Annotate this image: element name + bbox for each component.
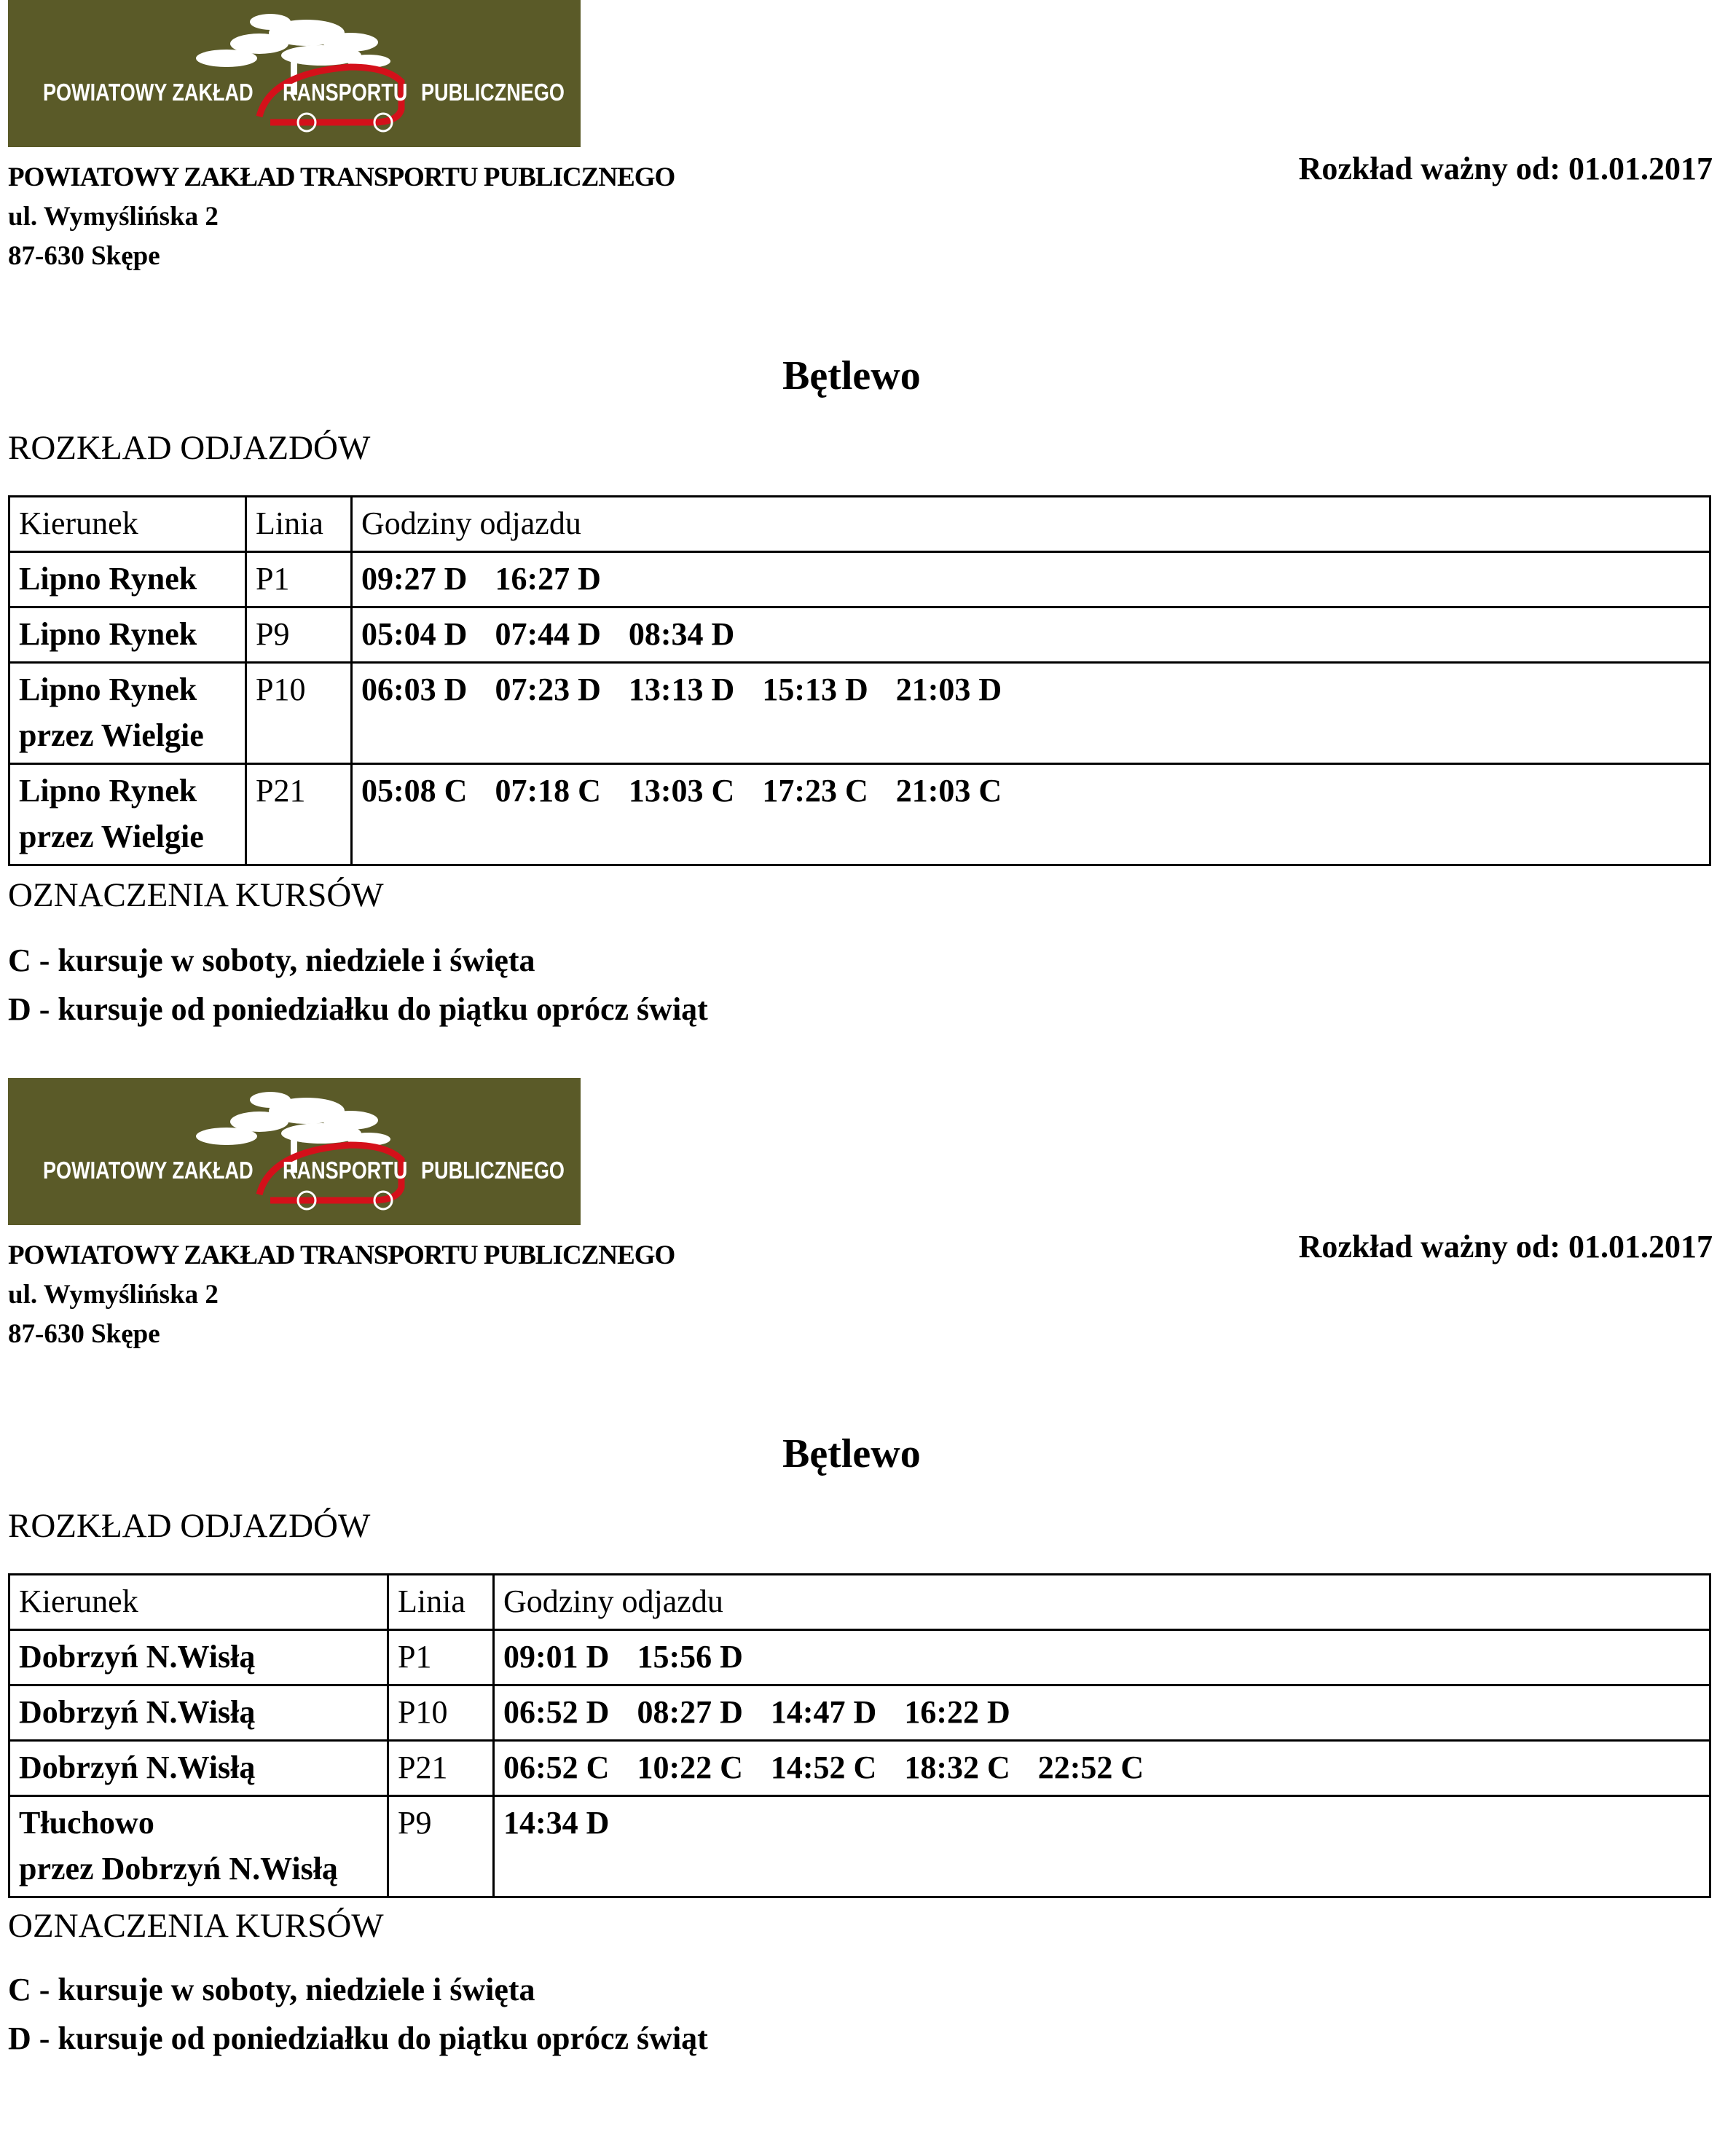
departure-time: 21:03 D — [895, 672, 1002, 707]
times-cell — [494, 1630, 1710, 1685]
tree-bus-logo-graphic — [8, 0, 581, 147]
line-cell: P1 — [246, 552, 352, 607]
legend-item-d: D - kursuje od poniedziałku do piątku oprócz świąt — [8, 2021, 708, 2056]
column-header-times: Godziny odjazdu — [494, 1575, 1710, 1630]
stop-name: Bętlewo — [782, 1431, 921, 1476]
table-header-row — [9, 497, 1710, 552]
logo-text-left: POWIATOWY ZAKŁAD — [43, 1157, 254, 1184]
table-row — [9, 1685, 1710, 1741]
column-header-line: Linia — [246, 497, 352, 552]
departure-time: 15:56 D — [637, 1639, 743, 1675]
direction-cell — [9, 663, 246, 764]
departure-time: 21:03 C — [895, 773, 1002, 808]
company-city: 87-630 Skępe — [8, 241, 160, 271]
times-cell — [494, 1796, 1710, 1897]
table-row — [9, 764, 1710, 865]
direction-cell — [9, 1630, 388, 1685]
departure-time: 07:18 C — [495, 773, 601, 808]
valid-from: Rozkład ważny od: 01.01.2017 — [1298, 151, 1713, 186]
legend-item-c: C - kursuje w soboty, niedziele i święta — [8, 943, 535, 978]
legend-item-d: D - kursuje od poniedziałku do piątku oprócz świąt — [8, 991, 708, 1027]
times-cell — [494, 1685, 1710, 1741]
direction-via-text: przez Wielgie — [19, 819, 204, 854]
departure-time: 13:13 D — [628, 672, 735, 707]
company-logo — [8, 0, 581, 147]
direction-text: Dobrzyń N.Wisłą — [19, 1750, 256, 1785]
departure-time: 07:23 D — [495, 672, 601, 707]
direction-cell — [9, 764, 246, 865]
company-logo — [8, 1078, 581, 1225]
legend-list — [8, 936, 708, 1034]
company-address — [8, 1236, 675, 1354]
departure-time: 06:52 C — [503, 1750, 610, 1785]
times-cell — [352, 663, 1710, 764]
departure-time: 15:13 D — [762, 672, 868, 707]
departure-time: 08:34 D — [628, 616, 735, 652]
column-header-direction: Kierunek — [9, 497, 246, 552]
departure-time: 14:47 D — [770, 1694, 877, 1730]
company-street: ul. Wymyślińska 2 — [8, 1280, 219, 1310]
departure-time: 13:03 C — [628, 773, 735, 808]
line-cell: P9 — [388, 1796, 494, 1897]
table-row — [9, 1741, 1710, 1796]
table-row — [9, 552, 1710, 607]
company-street: ul. Wymyślińska 2 — [8, 202, 219, 232]
table-row — [9, 1630, 1710, 1685]
departure-time: 08:27 D — [637, 1694, 743, 1730]
times-cell — [494, 1741, 1710, 1796]
column-header-times: Godziny odjazdu — [352, 497, 1710, 552]
departure-time: 05:08 C — [361, 773, 468, 808]
departure-time: 09:01 D — [503, 1639, 610, 1675]
logo-text-left: POWIATOWY ZAKŁAD — [43, 79, 254, 106]
line-cell: P1 — [388, 1630, 494, 1685]
direction-cell — [9, 1741, 388, 1796]
departure-time: 06:52 D — [503, 1694, 610, 1730]
departure-time: 10:22 C — [637, 1750, 743, 1785]
departure-time: 17:23 C — [762, 773, 868, 808]
times-cell — [352, 764, 1710, 865]
direction-text: Lipno Rynek — [19, 616, 197, 652]
stop-name: Bętlewo — [782, 353, 921, 398]
line-cell: P10 — [388, 1685, 494, 1741]
line-cell: P9 — [246, 607, 352, 663]
departure-time: 16:22 D — [904, 1694, 1010, 1730]
company-city: 87-630 Skępe — [8, 1319, 160, 1349]
column-header-line: Linia — [388, 1575, 494, 1630]
departure-time: 09:27 D — [361, 561, 468, 597]
company-address — [8, 158, 675, 276]
table-row — [9, 663, 1710, 764]
table-row — [9, 607, 1710, 663]
departure-table — [8, 1573, 1711, 1898]
column-header-direction: Kierunek — [9, 1575, 388, 1630]
departure-time: 18:32 C — [904, 1750, 1010, 1785]
company-name: POWIATOWY ZAKŁAD TRANSPORTU PUBLICZNEGO — [8, 162, 675, 192]
direction-text: Tłuchowo — [19, 1805, 154, 1841]
direction-text: Lipno Rynek — [19, 672, 197, 707]
departure-time: 16:27 D — [495, 561, 601, 597]
departure-time: 14:34 D — [503, 1805, 610, 1841]
schedule-heading: ROZKŁAD ODJAZDÓW — [8, 429, 371, 467]
departure-time: 05:04 D — [361, 616, 468, 652]
timetable-sheet-2 — [0, 1078, 1717, 2156]
legend-list — [8, 1965, 708, 2063]
line-cell: P10 — [246, 663, 352, 764]
company-name: POWIATOWY ZAKŁAD TRANSPORTU PUBLICZNEGO — [8, 1240, 675, 1270]
departure-table — [8, 495, 1711, 866]
table-header-row — [9, 1575, 1710, 1630]
logo-text-mid: RANSPORTU — [283, 79, 408, 106]
logo-text-mid: RANSPORTU — [283, 1157, 408, 1184]
departure-time: 22:52 C — [1037, 1750, 1144, 1785]
direction-text: Lipno Rynek — [19, 561, 197, 597]
line-cell: P21 — [388, 1741, 494, 1796]
direction-text: Lipno Rynek — [19, 773, 197, 808]
logo-text-right: PUBLICZNEGO — [421, 1157, 565, 1184]
line-cell: P21 — [246, 764, 352, 865]
tree-bus-logo-graphic — [8, 1078, 581, 1225]
departure-time: 14:52 C — [770, 1750, 877, 1785]
direction-text: Dobrzyń N.Wisłą — [19, 1639, 256, 1675]
direction-cell — [9, 552, 246, 607]
direction-via-text: przez Wielgie — [19, 717, 204, 753]
times-cell — [352, 552, 1710, 607]
departure-time: 06:03 D — [361, 672, 468, 707]
times-cell — [352, 607, 1710, 663]
legend-item-c: C - kursuje w soboty, niedziele i święta — [8, 1972, 535, 2007]
valid-from: Rozkład ważny od: 01.01.2017 — [1298, 1229, 1713, 1264]
logo-text-right: PUBLICZNEGO — [421, 79, 565, 106]
direction-via-text: przez Dobrzyń N.Wisłą — [19, 1851, 338, 1886]
direction-cell — [9, 607, 246, 663]
direction-cell — [9, 1685, 388, 1741]
legend-title: OZNACZENIA KURSÓW — [8, 1907, 384, 1945]
direction-text: Dobrzyń N.Wisłą — [19, 1694, 256, 1730]
schedule-heading: ROZKŁAD ODJAZDÓW — [8, 1507, 371, 1545]
departure-time: 07:44 D — [495, 616, 601, 652]
table-row — [9, 1796, 1710, 1897]
direction-cell — [9, 1796, 388, 1897]
legend-title: OZNACZENIA KURSÓW — [8, 876, 384, 914]
